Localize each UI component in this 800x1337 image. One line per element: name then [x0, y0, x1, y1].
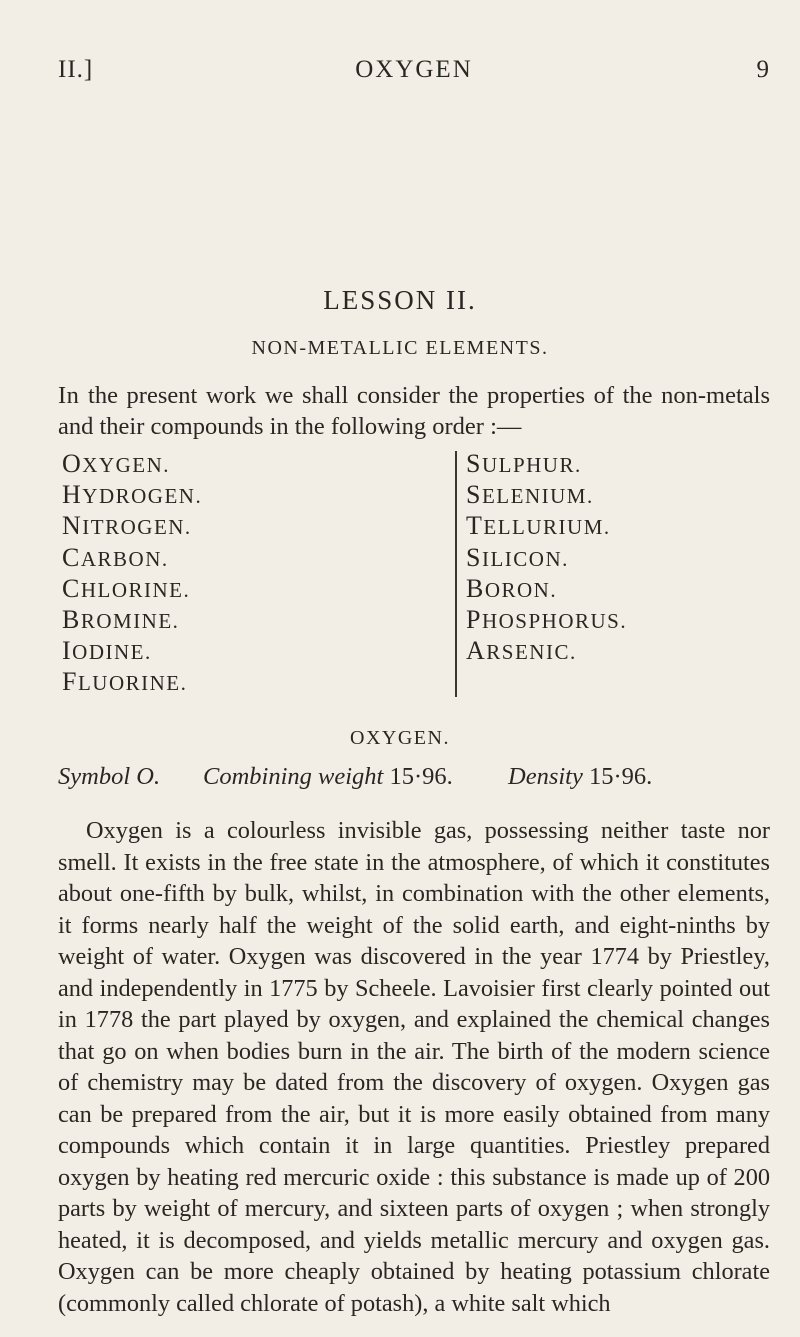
element-item: SELENIUM.: [466, 480, 594, 510]
combining-weight: [203, 763, 453, 791]
element-item: BORON.: [466, 573, 558, 603]
page-number: 9: [756, 56, 770, 83]
element-item: CARBON.: [62, 542, 169, 572]
combining-weight-label: Combining weight: [203, 763, 384, 790]
element-item: PHOSPHORUS.: [466, 605, 628, 635]
element-item: SULPHUR.: [466, 449, 582, 478]
density-label: Density: [508, 763, 583, 790]
element-item: NITROGEN.: [62, 511, 192, 541]
density-value: 15·96.: [588, 763, 653, 790]
intro-text: the present work we shall consider the properties of the non-metals and their compounds in the following order :—: [58, 382, 770, 440]
element-column-left: [62, 449, 202, 699]
element-item: OXYGEN.: [62, 449, 171, 478]
chapter-marker: II.]: [58, 56, 94, 83]
element-column-right: [466, 449, 627, 667]
lesson-title: LESSON II.: [323, 285, 477, 315]
element-item: SILICON.: [466, 542, 569, 572]
element-item: IODINE.: [62, 636, 152, 666]
symbol-label: Symbol O.: [58, 763, 161, 790]
intro-paragraph: [58, 380, 770, 442]
intro-first-word: In: [58, 382, 80, 409]
column-divider: [455, 451, 457, 697]
element-item: TELLURIUM.: [466, 511, 611, 541]
element-item: BROMINE.: [62, 605, 180, 635]
running-head: [58, 56, 770, 90]
density: [508, 763, 652, 791]
element-item: FLUORINE.: [62, 667, 188, 697]
element-item: ARSENIC.: [466, 636, 577, 666]
running-title: OXYGEN: [355, 56, 473, 83]
element-item: CHLORINE.: [62, 573, 191, 603]
element-list: [62, 449, 762, 699]
oxygen-heading: OXYGEN.: [350, 727, 450, 749]
combining-weight-value: 15·96.: [389, 763, 453, 790]
body-paragraph: Oxygen is a colourless invisible gas, possessing neither taste nor smell. It exists in the free state in the atmosphere, of which it constitutes about one-fifth by bulk, whilst, in combination with the other elements, it forms nearly half the weight of the solid earth, and eight-ninths by weight of water. Oxygen was discovered in the year 1774 by Priestley, and independently in 1775 by Scheele. Lavoisier first clearly pointed out in 1778 the part played by oxygen, and explained the chemical changes that go on when bodies burn in the air. The birth of the modern science of chemistry may be dated from the discovery of oxygen. Oxygen gas can be prepared from the air, but it is more easily obtained from many compounds which contain it in large quantities. Priestley prepared oxygen by heating red mercuric oxide : this substance is made up of 200 parts by weight of mercury, and sixteen parts of oxygen ; when strongly heated, it is decomposed, and yields metallic mercury and oxygen gas. Oxygen can be more cheaply obtained by heating potassium chlorate (commonly called chlorate of potash), a white salt which: [58, 817, 770, 1317]
element-item: HYDROGEN.: [62, 480, 203, 510]
section-title: NON-METALLIC ELEMENTS.: [251, 337, 549, 359]
